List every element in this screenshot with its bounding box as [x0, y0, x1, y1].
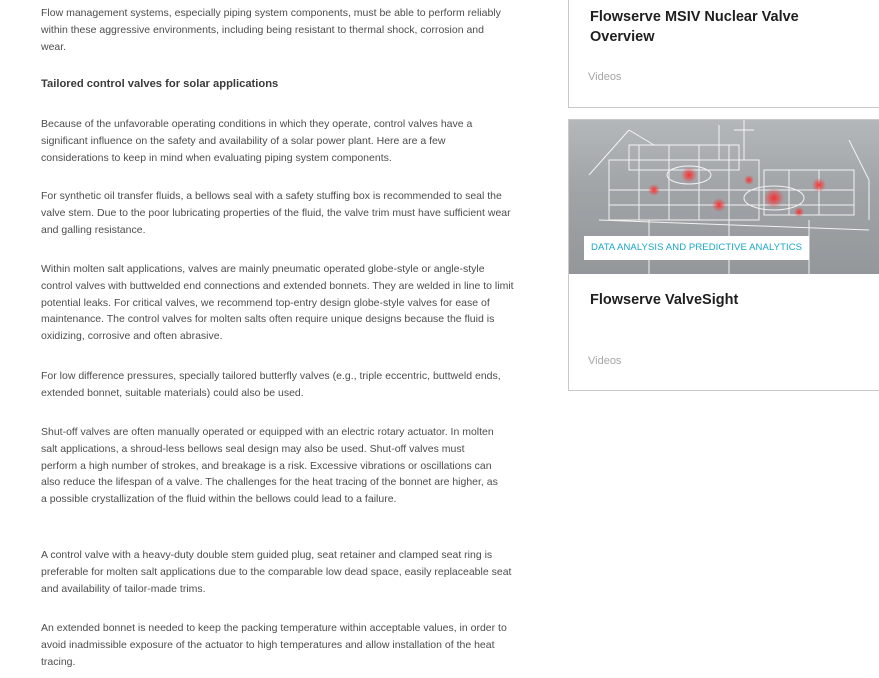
video-card-valvesight[interactable] — [568, 119, 879, 391]
article-paragraph: Because of the unfavorable operating conditions in which they operate, control valves have a significant influence on the safety and availability of a solar power plant. Here are a few considerations to keep in mind when evaluating piping system components. — [41, 118, 473, 164]
card-title[interactable]: Flowserve MSIV Nuclear Valve Overview — [590, 9, 799, 45]
article-paragraph: For synthetic oil transfer fluids, a bellows seal with a safety stuffing box is recommended to seal the valve stem. Due to the poor lubricating properties of the fluid, the valve trim must have sufficient wear and galling resistance. — [41, 190, 511, 236]
card-title[interactable]: Flowserve ValveSight — [590, 292, 739, 308]
article-paragraph: Within molten salt applications, valves are mainly pneumatic operated globe-style or angle-style control valves with buttwelded end connections and extended bonnets. They are welded in line to limit potential leaks. For critical valves, we recommend top-entry design globe-style valves for ease of maintenance. The control valves for molten salts often require unique designs because the fluid is oxidizing, corrosive and often abrasive. — [41, 263, 514, 343]
article-paragraph: An extended bonnet is needed to keep the packing temperature within acceptable values, in order to avoid inadmissible exposure of the actuator to high temperatures and allow installation of the heat tracing. — [41, 622, 507, 668]
article-paragraph: Shut-off valves are often manually operated or equipped with an electric rotary actuator. In molten salt applications, a shroud-less bellows seal design may also be used. Shut-off valves must perform a high number of strokes, and breakage is a risk. Excessive vibrations or oscillations can also reduce the lifespan of a valve. The challenges for the heat tracing of the bonnet are higher, as a possible crystallization of the fluid within the bellows could lead to a failure. — [41, 426, 498, 506]
article-paragraph: Flow management systems, especially piping system components, must be able to perform reliably within these aggressive environments, including being resistant to thermal shock, corrosion and wear. — [41, 7, 501, 53]
section-heading: Tailored control valves for solar applications — [41, 78, 279, 90]
article-paragraph: For low difference pressures, specially tailored butterfly valves (e.g., triple eccentric, buttweld ends, extended bonnet, suitable materials) could also be used. — [41, 370, 501, 399]
card-type-label: Videos — [588, 71, 622, 83]
video-card-msiv[interactable] — [568, 0, 879, 108]
card-type-label: Videos — [588, 355, 622, 367]
offshore-platform-thumbnail[interactable] — [569, 120, 879, 274]
article-paragraph: A control valve with a heavy-duty double stem guided plug, seat retainer and clamped seat ring is preferable for molten salt applications due to the comparable low dead space, easily replaceable seat and availability of tailor-made trims. — [41, 549, 512, 595]
category-tag[interactable]: DATA ANALYSIS AND PREDICTIVE ANALYTICS — [584, 236, 809, 260]
